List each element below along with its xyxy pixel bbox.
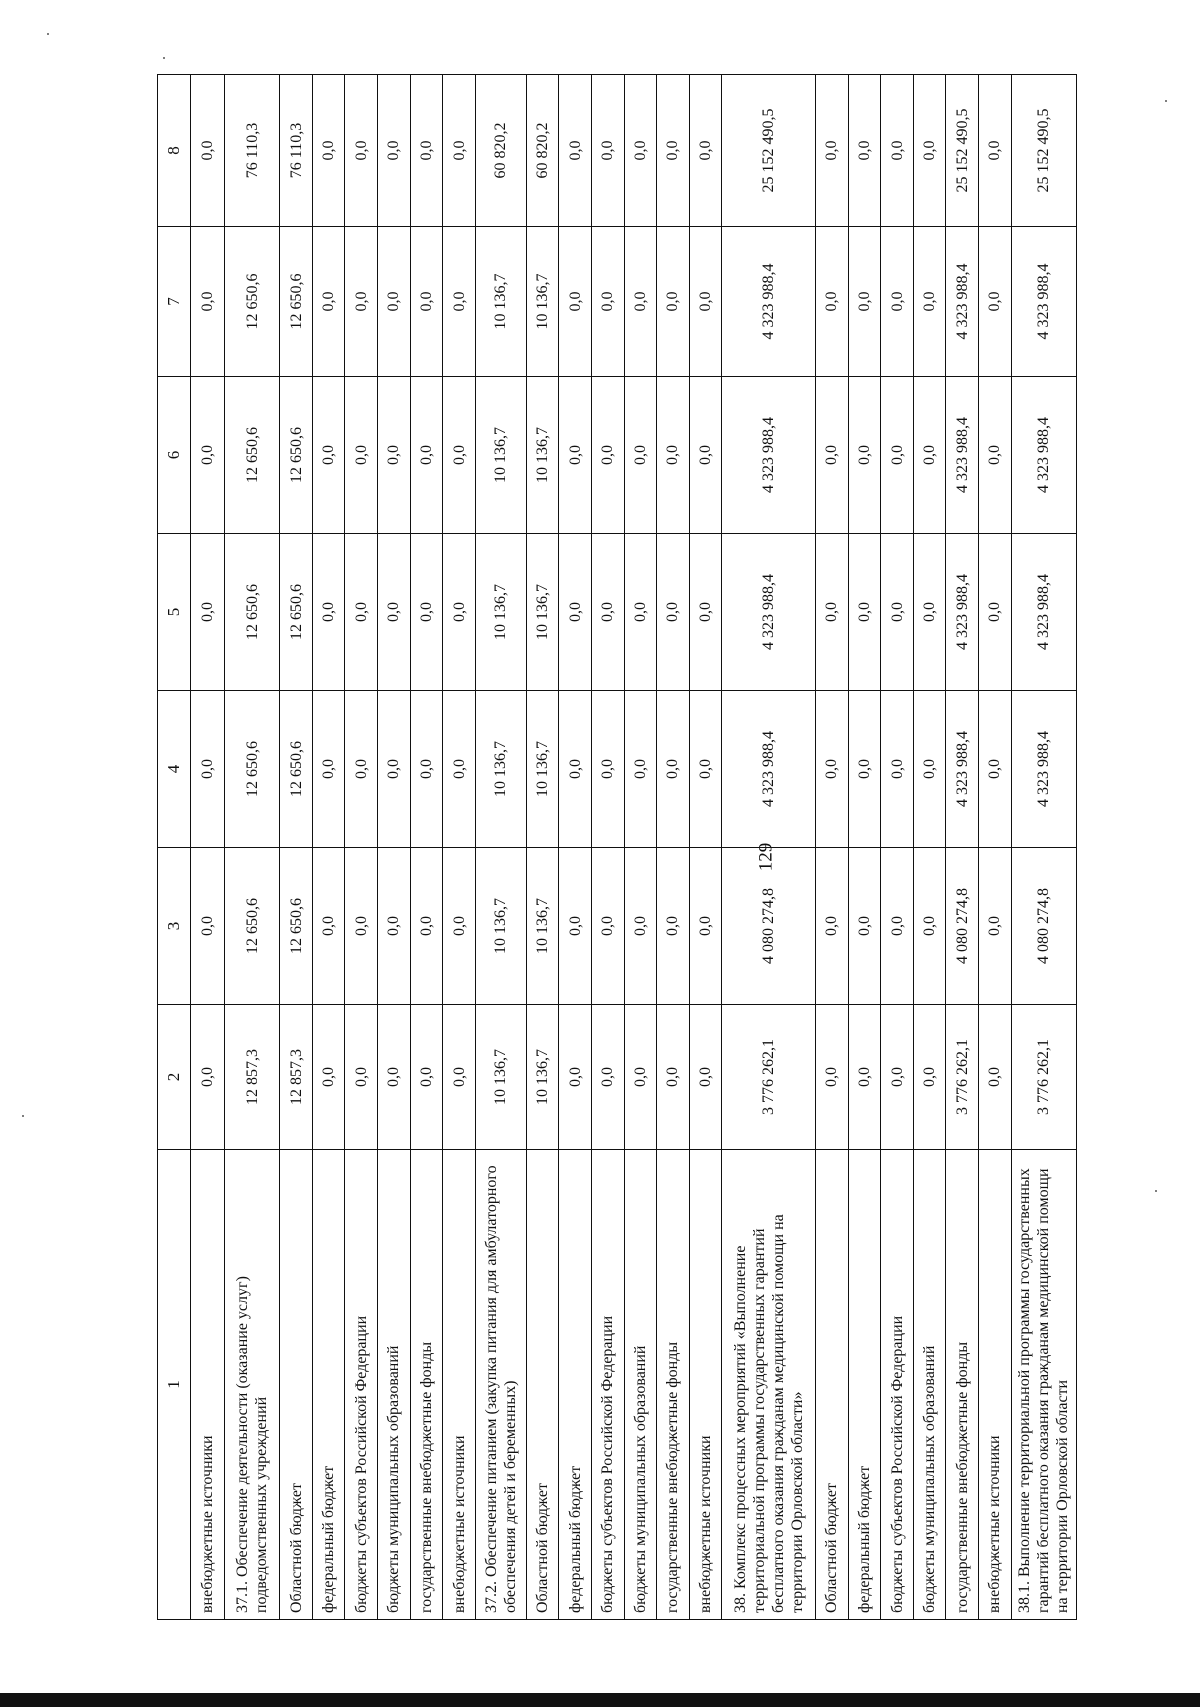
- value-cell: 0,0: [378, 534, 411, 691]
- value-cell: 0,0: [881, 1005, 914, 1150]
- value-cell: 0,0: [410, 848, 443, 1005]
- row-label: государственные внебюджетные фонды: [657, 1150, 690, 1620]
- value-cell: 0,0: [410, 75, 443, 227]
- row-label: внебюджетные источники: [979, 1150, 1012, 1620]
- column-number: 6: [158, 377, 191, 534]
- scan-edge-bar: [0, 1693, 1200, 1707]
- column-number: 4: [158, 691, 191, 848]
- value-cell: 0,0: [559, 534, 592, 691]
- value-cell: 0,0: [591, 377, 624, 534]
- value-cell: 4 323 988,4: [946, 534, 979, 691]
- value-cell: 0,0: [378, 227, 411, 377]
- value-cell: 0,0: [979, 691, 1012, 848]
- scan-speck: [47, 33, 49, 35]
- row-label: Областной бюджет: [526, 1150, 559, 1620]
- value-cell: 0,0: [559, 377, 592, 534]
- column-number: 1: [158, 1150, 191, 1620]
- value-cell: 0,0: [443, 377, 476, 534]
- table-row: [848, 75, 881, 1620]
- value-cell: 0,0: [881, 691, 914, 848]
- value-cell: 0,0: [312, 75, 345, 227]
- table-row: [979, 75, 1012, 1620]
- value-cell: 0,0: [657, 227, 690, 377]
- value-cell: 0,0: [913, 75, 946, 227]
- value-cell: 0,0: [443, 534, 476, 691]
- row-label: бюджеты муниципальных образований: [624, 1150, 657, 1620]
- value-cell: 0,0: [190, 1005, 225, 1150]
- value-cell: 0,0: [624, 377, 657, 534]
- value-cell: 3 776 262,1: [1011, 1005, 1076, 1150]
- value-cell: 0,0: [312, 691, 345, 848]
- value-cell: 0,0: [559, 227, 592, 377]
- value-cell: 0,0: [689, 75, 722, 227]
- value-cell: 0,0: [848, 75, 881, 227]
- value-cell: 12 650,6: [225, 848, 280, 1005]
- value-cell: 0,0: [848, 227, 881, 377]
- value-cell: 0,0: [689, 1005, 722, 1150]
- row-label: федеральный бюджет: [312, 1150, 345, 1620]
- value-cell: 12 650,6: [225, 691, 280, 848]
- table-row: [312, 75, 345, 1620]
- column-number: 3: [158, 848, 191, 1005]
- value-cell: 4 080 274,8: [722, 848, 816, 1005]
- value-cell: 0,0: [624, 1005, 657, 1150]
- table-row: [624, 75, 657, 1620]
- header-row: [158, 75, 191, 1620]
- value-cell: 0,0: [345, 227, 378, 377]
- value-cell: 0,0: [657, 377, 690, 534]
- value-cell: 12 650,6: [225, 227, 280, 377]
- value-cell: 0,0: [410, 377, 443, 534]
- table-row: [225, 75, 280, 1620]
- value-cell: 0,0: [345, 75, 378, 227]
- row-label: 37.2. Обеспечение питанием (закупка питания для амбулаторного обеспечения детей и беременных): [475, 1150, 526, 1620]
- table-row: [816, 75, 849, 1620]
- value-cell: 12 857,3: [225, 1005, 280, 1150]
- value-cell: 10 136,7: [526, 377, 559, 534]
- row-label: государственные внебюджетные фонды: [946, 1150, 979, 1620]
- value-cell: 0,0: [624, 691, 657, 848]
- value-cell: 0,0: [443, 691, 476, 848]
- value-cell: 0,0: [190, 227, 225, 377]
- value-cell: 0,0: [443, 227, 476, 377]
- value-cell: 0,0: [979, 1005, 1012, 1150]
- value-cell: 0,0: [657, 1005, 690, 1150]
- value-cell: 4 323 988,4: [946, 227, 979, 377]
- value-cell: 10 136,7: [526, 848, 559, 1005]
- value-cell: 60 820,2: [475, 75, 526, 227]
- value-cell: 0,0: [443, 848, 476, 1005]
- value-cell: 4 080 274,8: [1011, 848, 1076, 1005]
- value-cell: 0,0: [881, 848, 914, 1005]
- value-cell: 12 650,6: [280, 848, 313, 1005]
- column-number: 8: [158, 75, 191, 227]
- table-row: [881, 75, 914, 1620]
- value-cell: 10 136,7: [526, 691, 559, 848]
- value-cell: 0,0: [591, 227, 624, 377]
- value-cell: 0,0: [591, 691, 624, 848]
- table-row: [722, 75, 816, 1620]
- value-cell: 10 136,7: [475, 227, 526, 377]
- value-cell: 4 323 988,4: [722, 691, 816, 848]
- value-cell: 12 857,3: [280, 1005, 313, 1150]
- value-cell: 0,0: [345, 848, 378, 1005]
- row-label: внебюджетные источники: [689, 1150, 722, 1620]
- value-cell: 0,0: [913, 534, 946, 691]
- value-cell: 0,0: [979, 848, 1012, 1005]
- row-label: бюджеты субъектов Российской Федерации: [345, 1150, 378, 1620]
- value-cell: 0,0: [624, 227, 657, 377]
- value-cell: 0,0: [657, 534, 690, 691]
- value-cell: 0,0: [848, 534, 881, 691]
- column-number: 5: [158, 534, 191, 691]
- table-row: [689, 75, 722, 1620]
- value-cell: 10 136,7: [526, 534, 559, 691]
- value-cell: 12 650,6: [225, 377, 280, 534]
- value-cell: 0,0: [689, 848, 722, 1005]
- value-cell: 12 650,6: [225, 534, 280, 691]
- value-cell: 0,0: [190, 534, 225, 691]
- row-label: федеральный бюджет: [848, 1150, 881, 1620]
- row-label: Областной бюджет: [280, 1150, 313, 1620]
- value-cell: 10 136,7: [475, 377, 526, 534]
- value-cell: 10 136,7: [526, 227, 559, 377]
- row-label: Областной бюджет: [816, 1150, 849, 1620]
- value-cell: 4 323 988,4: [1011, 691, 1076, 848]
- row-label: 38. Комплекс процессных мероприятий «Выполнение территориальной программы государственных гарантий бесплатного оказания гражданам медицинской помощи на территории Орловской области»: [722, 1150, 816, 1620]
- table-row: [280, 75, 313, 1620]
- value-cell: 0,0: [881, 227, 914, 377]
- row-label: внебюджетные источники: [443, 1150, 476, 1620]
- value-cell: 10 136,7: [526, 1005, 559, 1150]
- table-row: [378, 75, 411, 1620]
- value-cell: 0,0: [881, 75, 914, 227]
- value-cell: 0,0: [979, 227, 1012, 377]
- table-row: [410, 75, 443, 1620]
- value-cell: 4 323 988,4: [722, 227, 816, 377]
- value-cell: 0,0: [345, 691, 378, 848]
- page-number: 129: [755, 842, 777, 872]
- value-cell: 12 650,6: [280, 227, 313, 377]
- value-cell: 10 136,7: [475, 534, 526, 691]
- value-cell: 0,0: [816, 75, 849, 227]
- value-cell: 0,0: [378, 1005, 411, 1150]
- value-cell: 0,0: [689, 377, 722, 534]
- value-cell: 0,0: [657, 848, 690, 1005]
- value-cell: 60 820,2: [526, 75, 559, 227]
- value-cell: 0,0: [913, 848, 946, 1005]
- value-cell: 0,0: [624, 75, 657, 227]
- value-cell: 0,0: [848, 691, 881, 848]
- value-cell: 0,0: [816, 691, 849, 848]
- value-cell: 0,0: [913, 691, 946, 848]
- value-cell: 10 136,7: [475, 691, 526, 848]
- row-label: бюджеты муниципальных образований: [378, 1150, 411, 1620]
- value-cell: 0,0: [410, 534, 443, 691]
- value-cell: 0,0: [657, 691, 690, 848]
- value-cell: 0,0: [312, 848, 345, 1005]
- value-cell: 0,0: [816, 848, 849, 1005]
- table-row: [190, 75, 225, 1620]
- value-cell: 0,0: [378, 848, 411, 1005]
- table-row: [559, 75, 592, 1620]
- value-cell: 25 152 490,5: [946, 75, 979, 227]
- row-label: государственные внебюджетные фонды: [410, 1150, 443, 1620]
- value-cell: 0,0: [443, 75, 476, 227]
- value-cell: 0,0: [559, 848, 592, 1005]
- value-cell: 76 110,3: [280, 75, 313, 227]
- scan-speck: [163, 57, 165, 59]
- table-row: [475, 75, 526, 1620]
- value-cell: 0,0: [559, 1005, 592, 1150]
- table-row: [913, 75, 946, 1620]
- value-cell: 0,0: [848, 377, 881, 534]
- value-cell: 0,0: [378, 691, 411, 848]
- value-cell: 3 776 262,1: [946, 1005, 979, 1150]
- budget-table-rotated: [157, 75, 1077, 1620]
- value-cell: 0,0: [378, 377, 411, 534]
- value-cell: 0,0: [689, 534, 722, 691]
- value-cell: 0,0: [312, 1005, 345, 1150]
- value-cell: 0,0: [591, 1005, 624, 1150]
- value-cell: 0,0: [410, 227, 443, 377]
- value-cell: 0,0: [559, 75, 592, 227]
- value-cell: 0,0: [624, 534, 657, 691]
- value-cell: 0,0: [848, 848, 881, 1005]
- value-cell: 0,0: [979, 75, 1012, 227]
- value-cell: 0,0: [689, 691, 722, 848]
- value-cell: 4 323 988,4: [722, 534, 816, 691]
- value-cell: 12 650,6: [280, 691, 313, 848]
- table-row: [657, 75, 690, 1620]
- row-label: бюджеты субъектов Российской Федерации: [591, 1150, 624, 1620]
- value-cell: 0,0: [816, 534, 849, 691]
- value-cell: 0,0: [312, 534, 345, 691]
- value-cell: 0,0: [881, 534, 914, 691]
- value-cell: 12 650,6: [280, 534, 313, 691]
- value-cell: 0,0: [378, 75, 411, 227]
- value-cell: 25 152 490,5: [1011, 75, 1076, 227]
- value-cell: 4 323 988,4: [1011, 534, 1076, 691]
- value-cell: 0,0: [345, 534, 378, 691]
- value-cell: 0,0: [190, 691, 225, 848]
- value-cell: 4 323 988,4: [1011, 377, 1076, 534]
- value-cell: 10 136,7: [475, 848, 526, 1005]
- table-row: [591, 75, 624, 1620]
- row-label: бюджеты субъектов Российской Федерации: [881, 1150, 914, 1620]
- value-cell: 0,0: [979, 534, 1012, 691]
- value-cell: 0,0: [190, 75, 225, 227]
- scan-speck: [1165, 100, 1167, 102]
- scan-speck: [1155, 1190, 1157, 1192]
- value-cell: 0,0: [591, 848, 624, 1005]
- table-row: [1011, 75, 1076, 1620]
- value-cell: 4 323 988,4: [1011, 227, 1076, 377]
- table-row: [946, 75, 979, 1620]
- budget-table: [157, 74, 1077, 1620]
- row-label: 38.1. Выполнение территориальной программы государственных гарантий бесплатного оказания гражданам медицинской помощи на территории Орловской области: [1011, 1150, 1076, 1620]
- value-cell: 4 080 274,8: [946, 848, 979, 1005]
- value-cell: 0,0: [591, 75, 624, 227]
- table-row: [443, 75, 476, 1620]
- value-cell: 0,0: [913, 227, 946, 377]
- value-cell: 0,0: [816, 1005, 849, 1150]
- value-cell: 0,0: [410, 1005, 443, 1150]
- value-cell: 0,0: [312, 227, 345, 377]
- value-cell: 0,0: [624, 848, 657, 1005]
- value-cell: 0,0: [913, 377, 946, 534]
- value-cell: 0,0: [591, 534, 624, 691]
- column-number: 2: [158, 1005, 191, 1150]
- row-label: 37.1. Обеспечение деятельности (оказание услуг) подведомственных учреждений: [225, 1150, 280, 1620]
- row-label: бюджеты муниципальных образований: [913, 1150, 946, 1620]
- value-cell: 25 152 490,5: [722, 75, 816, 227]
- table-body: [158, 75, 1077, 1620]
- row-label: федеральный бюджет: [559, 1150, 592, 1620]
- value-cell: 0,0: [345, 377, 378, 534]
- value-cell: 76 110,3: [225, 75, 280, 227]
- value-cell: 3 776 262,1: [722, 1005, 816, 1150]
- value-cell: 0,0: [410, 691, 443, 848]
- value-cell: 0,0: [190, 848, 225, 1005]
- value-cell: 0,0: [657, 75, 690, 227]
- value-cell: 12 650,6: [280, 377, 313, 534]
- scan-speck: [22, 1115, 24, 1117]
- table-row: [526, 75, 559, 1620]
- value-cell: 0,0: [816, 377, 849, 534]
- column-number: 7: [158, 227, 191, 377]
- value-cell: 0,0: [559, 691, 592, 848]
- value-cell: 4 323 988,4: [722, 377, 816, 534]
- value-cell: 0,0: [689, 227, 722, 377]
- value-cell: 0,0: [816, 227, 849, 377]
- value-cell: 0,0: [443, 1005, 476, 1150]
- value-cell: 0,0: [979, 377, 1012, 534]
- value-cell: 0,0: [913, 1005, 946, 1150]
- value-cell: 4 323 988,4: [946, 691, 979, 848]
- value-cell: 0,0: [848, 1005, 881, 1150]
- value-cell: 4 323 988,4: [946, 377, 979, 534]
- value-cell: 0,0: [881, 377, 914, 534]
- row-label: внебюджетные источники: [190, 1150, 225, 1620]
- value-cell: 0,0: [190, 377, 225, 534]
- value-cell: 10 136,7: [475, 1005, 526, 1150]
- value-cell: 0,0: [345, 1005, 378, 1150]
- value-cell: 0,0: [312, 377, 345, 534]
- table-row: [345, 75, 378, 1620]
